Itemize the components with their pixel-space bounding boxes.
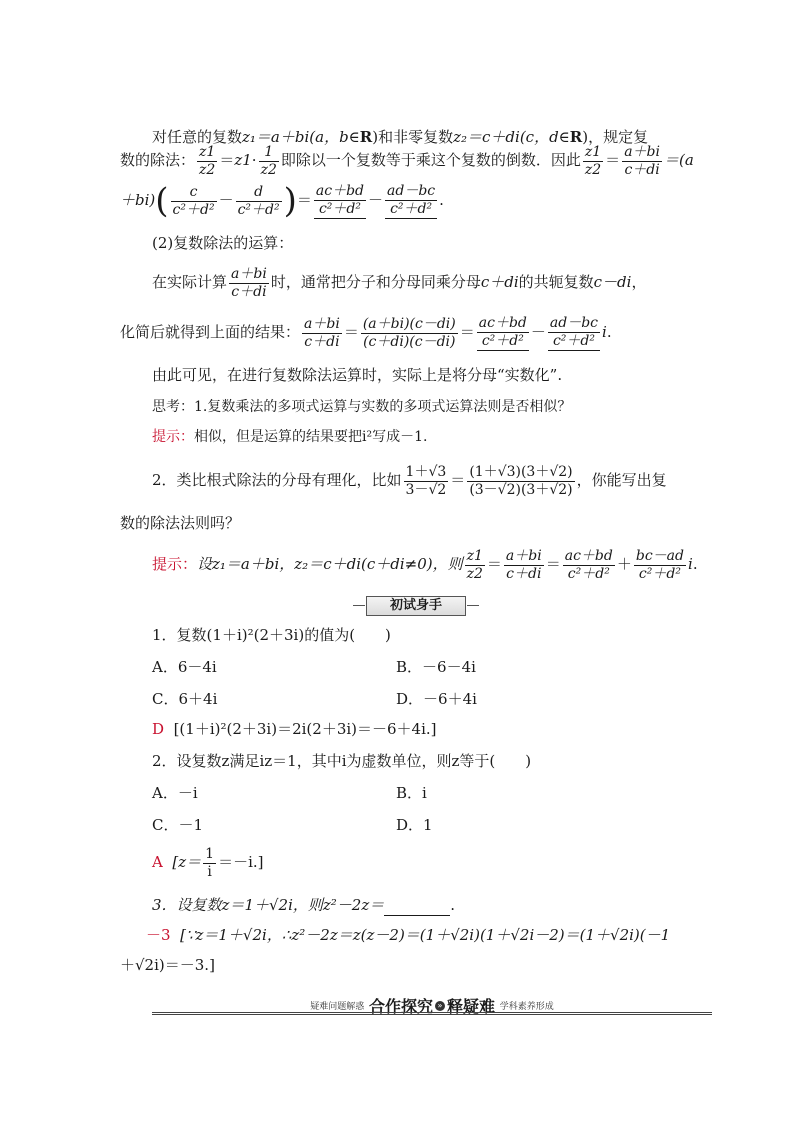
- denominator: c²＋d²: [548, 333, 600, 351]
- hint-label: 提示：: [152, 555, 198, 573]
- fraction: [477, 315, 529, 351]
- section-2-title: (2)复数除法的运算：: [152, 234, 294, 252]
- hint-label: 提示：: [152, 429, 194, 445]
- text: R: [569, 128, 583, 146]
- fraction: [548, 315, 600, 351]
- text: .: [606, 323, 612, 341]
- denominator: c²＋d²: [567, 565, 610, 582]
- denominator: i: [207, 863, 212, 880]
- think-answer-2: 提示：设z₁＝a＋bi，z₂＝c＋di(c＋di≠0)，则 $\frac{z1}{z2}$ ＝ $\frac{a+bi}{c+di}$ ＝ $\frac{ac+bd}{\text{c²＋d²}}$ ＋ $\frac{bc-ad}{\text{c²＋d²}}$ i.: [152, 547, 698, 582]
- denominator: c＋di: [304, 333, 340, 350]
- text: －: [368, 191, 384, 209]
- denominator: z2: [466, 565, 483, 582]
- text: i: [688, 555, 693, 573]
- text: ＝: [343, 323, 359, 341]
- denominator: c＋di: [624, 161, 660, 178]
- q2-solution: [152, 842, 264, 882]
- text: 数的除法：: [120, 151, 196, 169]
- text: )和非零复数: [372, 128, 454, 146]
- footer-title-2: 释疑难: [447, 997, 496, 1016]
- text: 时，通常把分子和分母同乘分母: [270, 273, 481, 291]
- numerator: a＋bi: [624, 143, 660, 160]
- fraction: [467, 464, 574, 499]
- answer-value: －3: [146, 926, 171, 944]
- q3-solution-2: ＋√2i)＝－3.]: [120, 956, 215, 974]
- fraction: [229, 266, 269, 301]
- text: 在实际计算: [152, 273, 228, 291]
- text: ＋: [616, 555, 632, 573]
- denominator: c²＋d²: [314, 201, 366, 219]
- text: c－di: [593, 273, 632, 291]
- text: －: [530, 323, 546, 341]
- numerator: ac＋bd: [478, 315, 527, 331]
- footer-title-1: 合作探究: [368, 997, 433, 1016]
- text: 3．设复数z＝1＋√2i，则z²－2z＝: [152, 896, 385, 914]
- fraction: [583, 144, 603, 179]
- think-answer-1: [152, 426, 427, 448]
- denominator: c²＋d²: [638, 565, 681, 582]
- denominator: c²＋d²: [477, 333, 529, 351]
- footer-rule: [152, 1012, 712, 1015]
- fraction: [302, 316, 342, 351]
- text: .: [450, 896, 456, 914]
- denominator: c²＋d²: [385, 201, 437, 219]
- numerator: ac＋bd: [564, 547, 613, 564]
- section-2-line-1: [152, 262, 646, 302]
- fraction: [465, 548, 485, 583]
- denominator: z2: [584, 161, 602, 178]
- numerator: 1: [205, 845, 215, 862]
- text: 化简后就得到上面的结果：: [120, 323, 301, 341]
- text: 设z₁＝a＋bi，z₂＝c＋di(c＋di≠0)，则: [197, 555, 463, 573]
- q3-solution-1: [146, 924, 670, 946]
- denominator: z2: [199, 161, 216, 178]
- text: .: [692, 555, 698, 573]
- numerator: a＋bi: [505, 547, 542, 564]
- answer-letter: D: [152, 720, 165, 738]
- think-question-2: 2．类比根式除法的分母有理化，比如 $\frac{1+√3}{3-√2}$ ＝ $\frac{(1+√3)(3+√2)}{(3-√2)(3+√2)}$ ，你能写出复: [152, 463, 667, 498]
- text: c＋di: [480, 273, 519, 291]
- text: i: [602, 323, 607, 341]
- section-banner: 初试身手: [366, 596, 466, 616]
- q2-option-a: A．－i: [152, 784, 198, 802]
- q1-option-d: D．－6＋4i: [396, 690, 477, 708]
- text: 相似，但是运算的结果要把i²写成－1.: [194, 429, 428, 445]
- denominator: (c＋di)(c－di): [363, 333, 456, 350]
- q1-stem: 1．复数(1＋i)²(2＋3i)的值为( ): [152, 626, 391, 644]
- footer-right-text: 学科素养形成: [499, 1002, 554, 1012]
- fraction: [259, 144, 279, 179]
- double-arrow-icon: »: [435, 1001, 445, 1011]
- text: ＝(a: [663, 151, 694, 169]
- solution-text: [∵z＝1＋√2i，∴z²－2z＝z(z－2)＝(1＋√2i)(1＋√2i－2)＝(1＋√2i)(－1: [180, 926, 671, 944]
- numerator: ac＋bd: [315, 183, 365, 199]
- q2-stem: 2．设复数z满足iz＝1，其中i为虚数单位，则z等于( ): [152, 752, 532, 770]
- q3-stem: [152, 894, 455, 916]
- denominator: 3－√2: [405, 481, 447, 498]
- numerator: d: [236, 184, 282, 202]
- text: .: [439, 191, 444, 209]
- text: z₁＝a＋bi(a，b∈: [242, 128, 360, 146]
- numerator: bc－ad: [635, 547, 684, 564]
- intro-line-2: 数的除法： $\frac{z1}{z2}$ ＝z1· $\frac{1}{z2}$ 即除以一个复数等于乘这个复数的倒数．因此 $\frac{z1}{z2}$ ＝ $\frac{a+bi}{c+di}$ ＝(a: [120, 143, 694, 178]
- fraction: [622, 144, 662, 179]
- text: ，你能写出复: [576, 471, 667, 489]
- numerator: c: [171, 184, 217, 202]
- denominator: z2: [260, 161, 277, 178]
- footer-left-text: 疑难问题解惑: [310, 1002, 365, 1012]
- numerator: ad－bc: [549, 315, 599, 331]
- numerator: a＋bi: [304, 315, 340, 332]
- text: ＝: [296, 191, 312, 209]
- denominator: c＋di: [506, 565, 542, 582]
- answer-letter: A: [152, 853, 163, 871]
- fraction: [504, 548, 544, 583]
- fraction: [203, 846, 216, 881]
- numerator: a＋bi: [231, 265, 267, 282]
- fraction: [236, 184, 282, 219]
- text: ，: [631, 273, 647, 291]
- numerator: 1: [259, 144, 279, 162]
- q2-option-b: B．i: [396, 784, 427, 802]
- text: R: [359, 128, 373, 146]
- q1-option-c: C．6＋4i: [152, 690, 218, 708]
- solution-text: [(1＋i)²(2＋3i)＝2i(2＋3i)＝－6＋4i.]: [173, 720, 437, 738]
- fraction: [314, 183, 366, 219]
- denominator: c²＋d²: [172, 201, 215, 218]
- text: 2．类比根式除法的分母有理化，比如: [152, 471, 402, 489]
- text: z₂＝c＋di(c，d∈: [453, 128, 570, 146]
- fraction: [197, 144, 217, 179]
- fraction: [563, 548, 615, 583]
- q1-option-a: A．6－4i: [152, 658, 217, 676]
- fraction: [634, 548, 686, 583]
- numerator: (1＋√3)(3＋√2): [469, 463, 573, 480]
- numerator: z1: [199, 143, 216, 160]
- denominator: (3－√2)(3＋√2): [469, 481, 573, 498]
- q2-option-d: D．1: [396, 816, 433, 834]
- section-2-line-3: 由此可见，在进行复数除法运算时，实际上是将分母“实数化”.: [152, 366, 563, 384]
- q1-option-b: B．－6－4i: [396, 658, 476, 676]
- text: ＋bi): [120, 191, 156, 209]
- numerator: (a＋bi)(c－di): [362, 315, 456, 332]
- numerator: z1: [584, 143, 602, 160]
- text: ＝: [459, 323, 475, 341]
- text: 即除以一个复数等于乘这个复数的倒数．因此: [280, 151, 581, 169]
- numerator: z1: [466, 547, 483, 564]
- fraction: [404, 464, 449, 499]
- think-question-2-cont: 数的除法法则吗？: [120, 514, 241, 532]
- numerator: ad－bc: [387, 183, 436, 199]
- answer-blank: [384, 901, 450, 916]
- q2-option-c: C．－1: [152, 816, 204, 834]
- numerator: 1＋√3: [405, 463, 447, 480]
- think-question-1: 思考：1.复数乘法的多项式运算与实数的多项式运算法则是否相似？: [152, 399, 572, 415]
- fraction: [361, 316, 458, 351]
- fraction: [171, 184, 217, 219]
- q1-solution: [152, 718, 437, 740]
- text: z1: [234, 151, 252, 169]
- text: )，规定复: [582, 128, 649, 146]
- solution-text: [z＝: [172, 853, 202, 871]
- denominator: c²＋d²: [237, 201, 280, 218]
- text: 的共轭复数: [518, 273, 594, 291]
- section-2-line-2: [120, 312, 612, 352]
- solution-text: ＝－i.]: [218, 853, 264, 871]
- intro-line-3: ＋bi)( $\frac{c}{\text{c²＋d²}}$ － $\frac{d}{\text{c²＋d²}}$ )＝ $\frac{ac+bd}{\text{c²＋d²}}$ － $\frac{ad-bc}{\text{c²＋d²}}$ .: [120, 181, 444, 221]
- text: 对任意的复数: [152, 128, 243, 146]
- fraction: [385, 183, 437, 219]
- denominator: c＋di: [231, 283, 267, 300]
